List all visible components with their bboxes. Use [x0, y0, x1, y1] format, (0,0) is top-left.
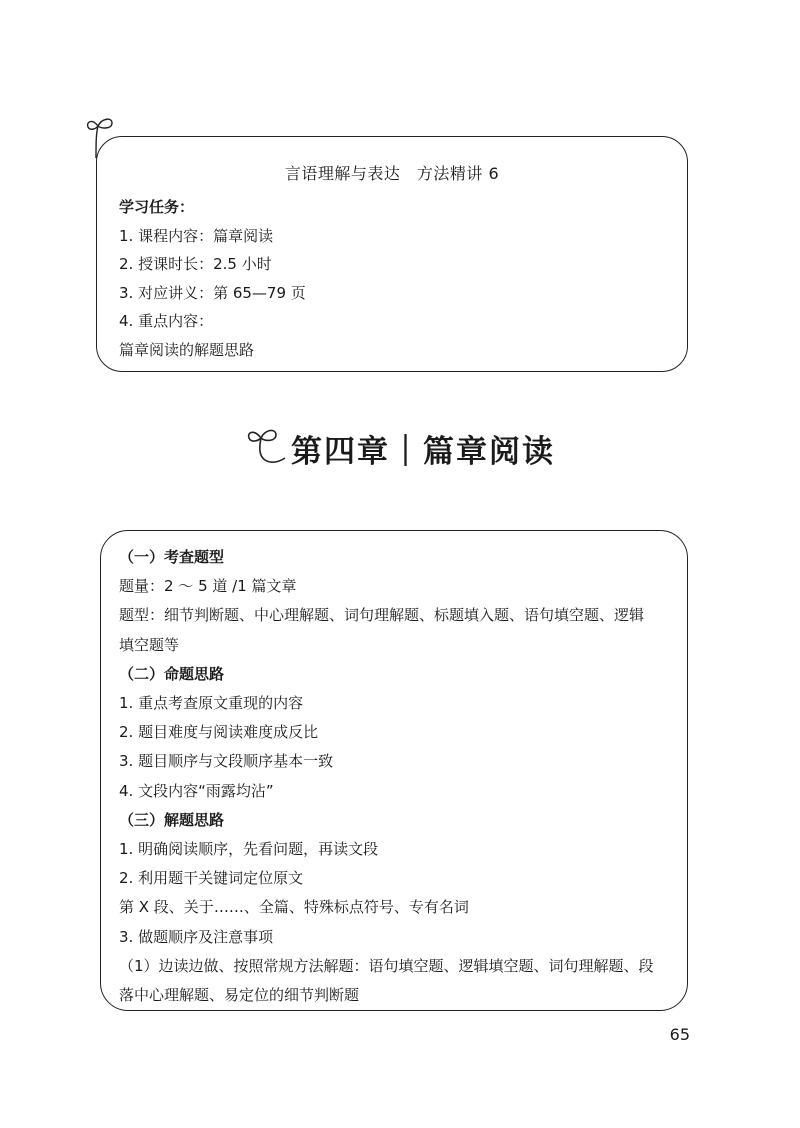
- list-item: （1）边读边做、按照常规方法解题：语句填空题、逻辑填空题、词句理解题、段: [119, 956, 654, 975]
- lesson-item: 3. 对应讲义：第 65—79 页: [119, 283, 306, 302]
- lesson-item: 篇章阅读的解题思路: [119, 340, 255, 359]
- lesson-info-box: [96, 136, 688, 372]
- list-item: 3. 题目顺序与文段顺序基本一致: [119, 752, 334, 771]
- lesson-title: 言语理解与表达 方法精讲 6: [284, 164, 500, 183]
- list-item: 2. 题目难度与阅读难度成反比: [119, 723, 319, 742]
- text-line: 题型：细节判断题、中心理解题、词句理解题、标题填入题、语句填空题、逻辑: [119, 606, 645, 625]
- chapter-heading: [0, 426, 800, 471]
- list-item: 1. 重点考查原文重现的内容: [119, 694, 304, 713]
- page-number: 65: [669, 1025, 690, 1044]
- section-heading: （二）命题思路: [119, 664, 225, 683]
- task-heading: 学习任务：: [119, 198, 195, 216]
- text-line: 填空题等: [119, 635, 180, 654]
- content-box: [100, 530, 688, 1011]
- lesson-item: 2. 授课时长：2.5 小时: [119, 255, 272, 274]
- lesson-item: 1. 课程内容：篇章阅读: [119, 226, 274, 245]
- list-item: 3. 做题顺序及注意事项: [119, 927, 274, 946]
- chapter-title: 第四章｜篇章阅读: [291, 434, 555, 470]
- list-item: 第 X 段、关于……、全篇、特殊标点符号、专有名词: [119, 898, 469, 917]
- list-item: 2. 利用题干关键词定位原文: [119, 869, 304, 888]
- list-item: 1. 明确阅读顺序，先看问题，再读文段: [119, 840, 379, 859]
- text-line: 题量：2 ～ 5 道 /1 篇文章: [119, 577, 297, 596]
- lesson-item: 4. 重点内容：: [119, 312, 214, 331]
- section-heading: （三）解题思路: [119, 810, 225, 829]
- section-heading: （一）考查题型: [119, 548, 225, 566]
- list-item: 落中心理解题、易定位的细节判断题: [119, 986, 360, 1005]
- list-item: 4. 文段内容“雨露均沾”: [119, 781, 274, 800]
- sprout-icon: [245, 424, 287, 468]
